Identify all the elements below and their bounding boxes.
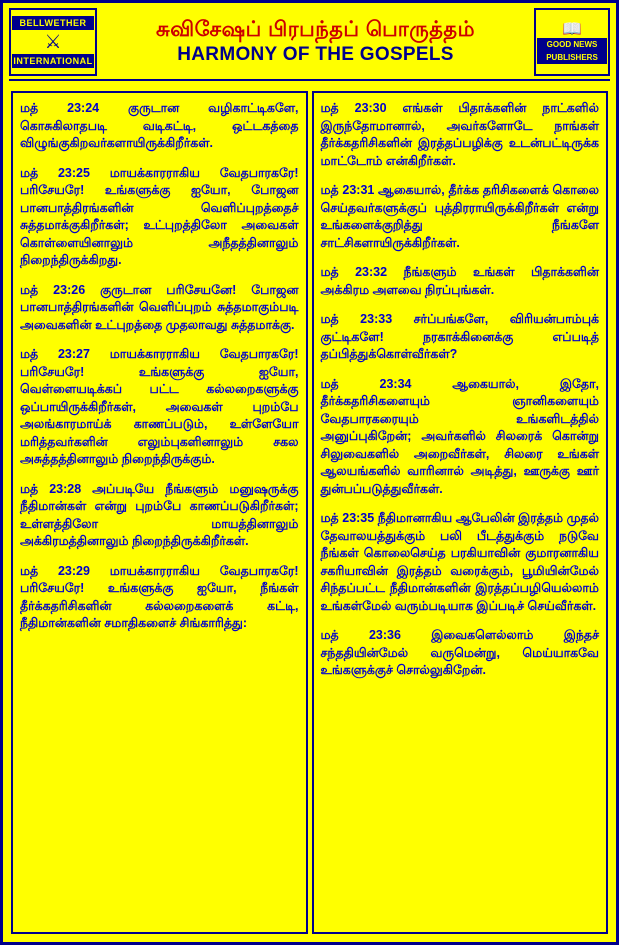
- verse-paragraph: மத் 23:27 மாயக்காரராகிய வேதபாரகரே! பரிசேயரே! உங்களுக்கு ஐயோ, வெள்ளையடிக்கப் பட்ட கல்லறைகளுக்கு ஒப்பாயிருக்கிறீர்கள், அவைகள் புறம்பே அலங்காரமாய்க் காணப்படும், உள்ளேயோ மரித்தவர்களின் எலும்புகளினாலும் சகல அசுத்தத்தினாலும் நிறைந்திருக்கும்.: [20, 347, 299, 466]
- verse-paragraph: மத் 23:33 சர்ப்பங்களே, விரியன்பாம்புக் குட்டிகளே! நரகாக்கினைக்கு எப்படித் தப்பித்துக்கொள்வீர்கள்?: [320, 312, 599, 361]
- verse-paragraph: மத் 23:34 ஆகையால், இதோ, தீர்க்கதரிசிகளையும் ஞானிகளையும் வேதபாரகரையும் உங்களிடத்தில் அனுப்புகிறேன்; அவர்களில் சிலரைக் கொன்று சிலுவைகளில் அறைவீர்கள், சிலரை உங்கள் ஆலயங்களில் வாரினால் அடித்து, ஊருக்கு ஊர் துன்பப்படுத்துவீர்கள்.: [320, 376, 599, 496]
- verse-paragraph: மத் 23:30 எங்கள் பிதாக்களின் நாட்களில் இருந்தோமானால், அவர்களோடே நாங்கள் தீர்க்கதரிசிகளின் இரத்தப்பழிக்கு உடன்பட்டிருக்க மாட்டோம் என்கிறீர்கள்.: [320, 101, 599, 168]
- publisher-name-line2: PUBLISHERS: [537, 51, 607, 64]
- publisher-name-line1: GOOD NEWS: [537, 38, 607, 51]
- verse-paragraph: மத் 23:24 குருடான வழிகாட்டிகளே, கொசுகிலாதபடி வடிகட்டி, ஒட்டகத்தை விழுங்குகிறவர்களாயிருக்கிறீர்கள்.: [20, 101, 299, 150]
- left-column: [11, 91, 308, 934]
- bellwether-emblem-icon: [11, 30, 95, 54]
- bellwether-logo-bottom-text: INTERNATIONAL: [13, 56, 93, 66]
- open-book-icon: 📖: [562, 20, 582, 38]
- verse-paragraph: மத் 23:32 நீங்களும் உங்கள் பிதாக்களின் அக்கிரம அளவை நிரப்புங்கள்.: [320, 265, 599, 297]
- verse-paragraph: மத் 23:31 ஆகையால், தீர்க்க தரிசிகளைக் கொலை செய்தவர்களுக்குப் புத்திரராயிருக்கிறீர்கள் என்று உங்களைக்குறித்து நீங்களே சாட்சிகளாயிருக்கிறீர்கள்.: [320, 183, 599, 250]
- page-title-tamil: சுவிசேஷப் பிரபந்தப் பொருத்தம்: [156, 18, 475, 41]
- bellwether-logo-top-text: BELLWETHER: [12, 16, 94, 30]
- bellwether-logo: [9, 8, 97, 76]
- torch-icon: ⚔: [44, 31, 62, 53]
- verse-paragraph: மத் 23:35 நீதிமானாகிய ஆபேலின் இரத்தம் முதல் தேவாலயத்துக்கும் பலி பீடத்துக்கும் நடுவே நீங்கள் கொலைசெய்த பரகியாவின் குமாரனாகிய சகரியாவின் இரத்தம் வரைக்கும், பூமியின்மேல் சிந்தப்பட்ட நீதிமான்களின் இரத்தப்பழியெல்லாம் உங்கள்மேல் வரும்படியாக இப்படிச் செய்வீர்கள்.: [320, 511, 599, 613]
- page-header: [9, 8, 610, 76]
- verse-paragraph: மத் 23:25 மாயக்காரராகிய வேதபாரகரே! பரிசேயரே! உங்களுக்கு ஐயோ, போஜன பானபாத்திரங்களின் வெளிப்புறத்தைச் சுத்தமாக்குகிறீர்கள்; உட்புறத்திலோ அவைகள் கொள்ளையினாலும் அநீதத்தினாலும் நிறைந்திருக்கிறது.: [20, 165, 299, 267]
- title-block: [101, 8, 530, 76]
- publisher-logo: [534, 8, 610, 76]
- body-columns: [11, 91, 608, 934]
- right-column: [312, 91, 609, 934]
- page-title-english: HARMONY OF THE GOSPELS: [177, 44, 454, 65]
- verse-paragraph: மத் 23:26 குருடான பரிசேயனே! போஜன பானபாத்திரங்களின் வெளிப்புறம் சுத்தமாகும்படி அவைகளின் உட்புறத்தை முதலாவது சுத்தமாக்கு.: [20, 282, 299, 332]
- verse-paragraph: மத் 23:29 மாயக்காரராகிய வேதபாரகரே! பரிசேயரே! உங்களுக்கு ஐயோ, நீங்கள் தீர்க்கதரிசிகளின் கல்லறைகளைக் கட்டி, நீதிமான்களின் சமாதிகளைச் சிங்காரித்து:: [20, 563, 299, 630]
- verse-paragraph: மத் 23:36 இவைகளெல்லாம் இந்தச் சந்ததியின்மேல் வருமென்று, மெய்யாகவே உங்களுக்குச் சொல்லுகிறேன்.: [320, 628, 599, 677]
- verse-paragraph: மத் 23:28 அப்படியே நீங்களும் மனுஷருக்கு நீதிமான்கள் என்று புறம்பே காணப்படுகிறீர்கள்; உள்ளத்திலோ மாயத்தினாலும் அக்கிரமத்தினாலும் நிறைந்திருக்கிறீர்கள்.: [20, 481, 299, 548]
- header-divider: [9, 79, 610, 81]
